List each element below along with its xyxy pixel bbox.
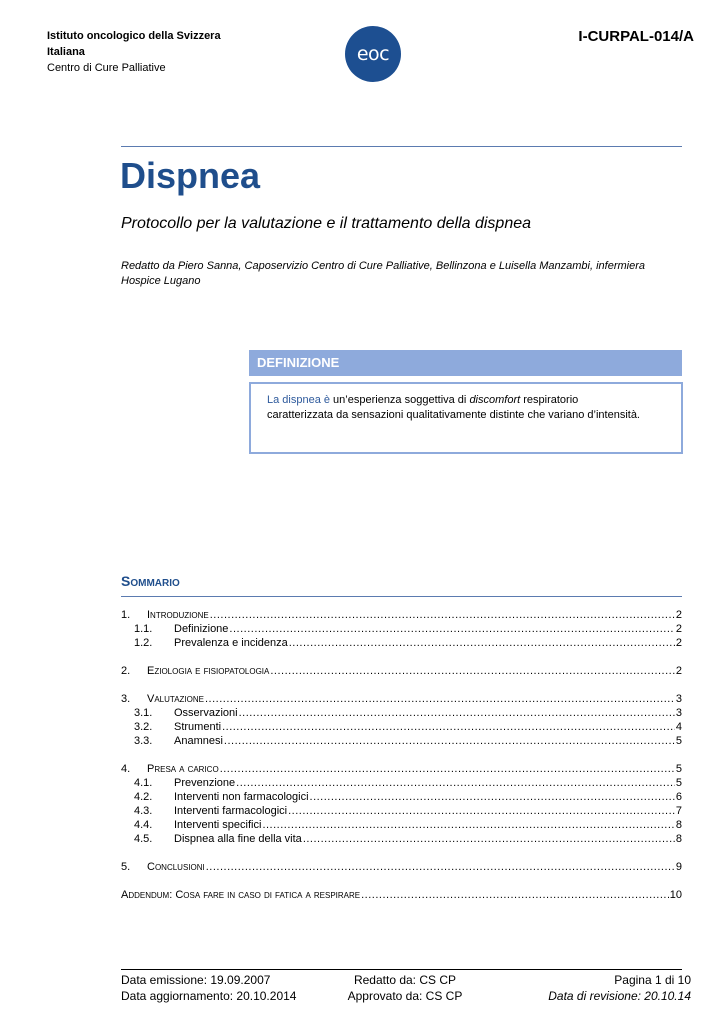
toc-entry[interactable] (121, 734, 682, 748)
toc-number: 4.3. (134, 805, 153, 817)
toc-entry[interactable] (121, 790, 682, 804)
toc-label: Osservazioni (174, 707, 238, 719)
toc-number: 5. (121, 861, 131, 873)
toc-page: 6 (675, 791, 682, 803)
toc-leader (361, 888, 669, 902)
toc-leader (288, 804, 675, 818)
toc-entry[interactable] (121, 818, 682, 832)
toc-number: 1. (121, 609, 131, 621)
toc-label: Dispnea alla fine della vita (174, 833, 302, 845)
page-subtitle: Protocollo per la valutazione e il trattamento della dispnea (121, 215, 532, 232)
authors-note: Redatto da Piero Sanna, Caposervizio Centro di Cure Palliative, Bellinzona e Luisella Manzambi, infermiera Hospice Lugano (121, 260, 645, 287)
toc-heading: Sommario (121, 573, 180, 589)
footer-pagination (482, 972, 691, 1004)
toc-label: Addendum: Cosa fare in caso di fatica a respirare (121, 889, 361, 901)
toc-leader (239, 706, 675, 720)
logo-text: eoc (356, 43, 390, 65)
toc-entry[interactable] (121, 692, 682, 706)
toc-entry[interactable] (121, 832, 682, 846)
toc-leader (270, 664, 675, 678)
toc-number: 4.2. (134, 791, 153, 803)
toc-number: 4.5. (134, 833, 153, 845)
toc-page: 2 (675, 623, 682, 635)
definition-heading-bar (249, 350, 682, 376)
document-id: I-CURPAL-014/A (578, 28, 694, 45)
definition-text-b: respiratorio caratterizzata da sensazioni qualitativamente distinte che variano d’intensità. (267, 394, 640, 421)
revision-date: Data di revisione: 20.10.14 (548, 989, 691, 1003)
toc-entry[interactable] (121, 608, 682, 622)
toc-number: 1.1. (134, 623, 153, 635)
toc-entry[interactable] (121, 720, 682, 734)
toc-leader (262, 818, 674, 832)
toc-entry[interactable] (121, 776, 682, 790)
toc-leader (220, 762, 675, 776)
toc-number: 4.4. (134, 819, 153, 831)
toc-entry[interactable] (121, 706, 682, 720)
approved-by: Approvato da: CS CP (347, 989, 463, 1003)
toc-entry[interactable] (121, 636, 682, 650)
toc-leader (310, 790, 675, 804)
toc-label: Eziologia e fisiopatologia (147, 665, 270, 677)
toc-label: Introduzione (147, 609, 209, 621)
footer-divider (121, 969, 682, 970)
toc-divider (121, 596, 682, 597)
toc-number: 1.2. (134, 637, 153, 649)
toc-page: 2 (675, 609, 682, 621)
toc-number: 4. (121, 763, 131, 775)
toc-label: Interventi farmacologici (174, 805, 288, 817)
definition-text-a: un’esperienza soggettiva di (330, 394, 470, 406)
toc-entry[interactable] (121, 664, 682, 678)
toc-leader (224, 734, 675, 748)
toc-leader (205, 692, 675, 706)
definition-text (267, 393, 647, 423)
toc-leader (222, 720, 675, 734)
toc-entry[interactable] (121, 762, 682, 776)
toc-entry[interactable] (121, 888, 682, 902)
footer-dates (121, 972, 296, 1004)
toc-number: 3.1. (134, 707, 153, 719)
footer-authorship (333, 972, 477, 1004)
toc-number: 3.2. (134, 721, 153, 733)
definition-term: La dispnea è (267, 394, 330, 406)
org-name-line2: Italiana (47, 46, 85, 58)
toc-number: 4.1. (134, 777, 153, 789)
toc-label: Prevalenza e incidenza (174, 637, 288, 649)
organization-block (47, 28, 221, 76)
org-department: Centro di Cure Palliative (47, 62, 166, 74)
toc-page: 2 (675, 637, 682, 649)
toc-label: Strumenti (174, 721, 222, 733)
toc-page: 5 (675, 735, 682, 747)
toc-label: Interventi specifici (174, 819, 262, 831)
toc-label: Valutazione (147, 693, 204, 705)
page-number: Pagina 1 di 10 (614, 973, 691, 987)
toc-leader (206, 860, 675, 874)
toc-page: 3 (675, 707, 682, 719)
definition-box (249, 382, 683, 454)
toc-number: 3.3. (134, 735, 153, 747)
eoc-logo (345, 26, 401, 82)
toc-label: Anamnesi (174, 735, 223, 747)
toc-page: 9 (675, 861, 682, 873)
toc-label: Prevenzione (174, 777, 236, 789)
toc-page: 5 (675, 777, 682, 789)
toc-leader (303, 832, 675, 846)
toc-leader (229, 622, 674, 636)
toc-leader (289, 636, 675, 650)
page-title: Dispnea (120, 155, 261, 196)
toc-number: 2. (121, 665, 131, 677)
toc-page: 8 (675, 819, 682, 831)
toc-page: 4 (675, 721, 682, 733)
update-date: Data aggiornamento: 20.10.2014 (121, 989, 297, 1003)
toc-entry[interactable] (121, 860, 682, 874)
toc-page: 2 (675, 665, 682, 677)
definition-text-italic: discomfort (469, 394, 521, 406)
toc-leader (236, 776, 675, 790)
toc-label: Definizione (174, 623, 229, 635)
title-divider (121, 146, 682, 147)
toc-label: Interventi non farmacologici (174, 791, 309, 803)
toc-page: 8 (675, 833, 682, 845)
toc-leader (210, 608, 675, 622)
definition-heading: DEFINIZIONE (257, 355, 340, 370)
toc-number: 3. (121, 693, 131, 705)
toc-label: Conclusioni (147, 861, 205, 873)
drafted-by: Redatto da: CS CP (353, 973, 457, 987)
org-name-line1: Istituto oncologico della Svizzera (47, 30, 221, 42)
toc-label: Presa a carico (147, 763, 219, 775)
emission-date: Data emissione: 19.09.2007 (121, 973, 271, 987)
toc-page: 7 (675, 805, 682, 817)
toc-page: 5 (675, 763, 682, 775)
toc-entry[interactable] (121, 804, 682, 818)
toc-page: 3 (675, 693, 682, 705)
toc-page: 10 (669, 889, 682, 901)
toc-entry[interactable] (121, 622, 682, 636)
